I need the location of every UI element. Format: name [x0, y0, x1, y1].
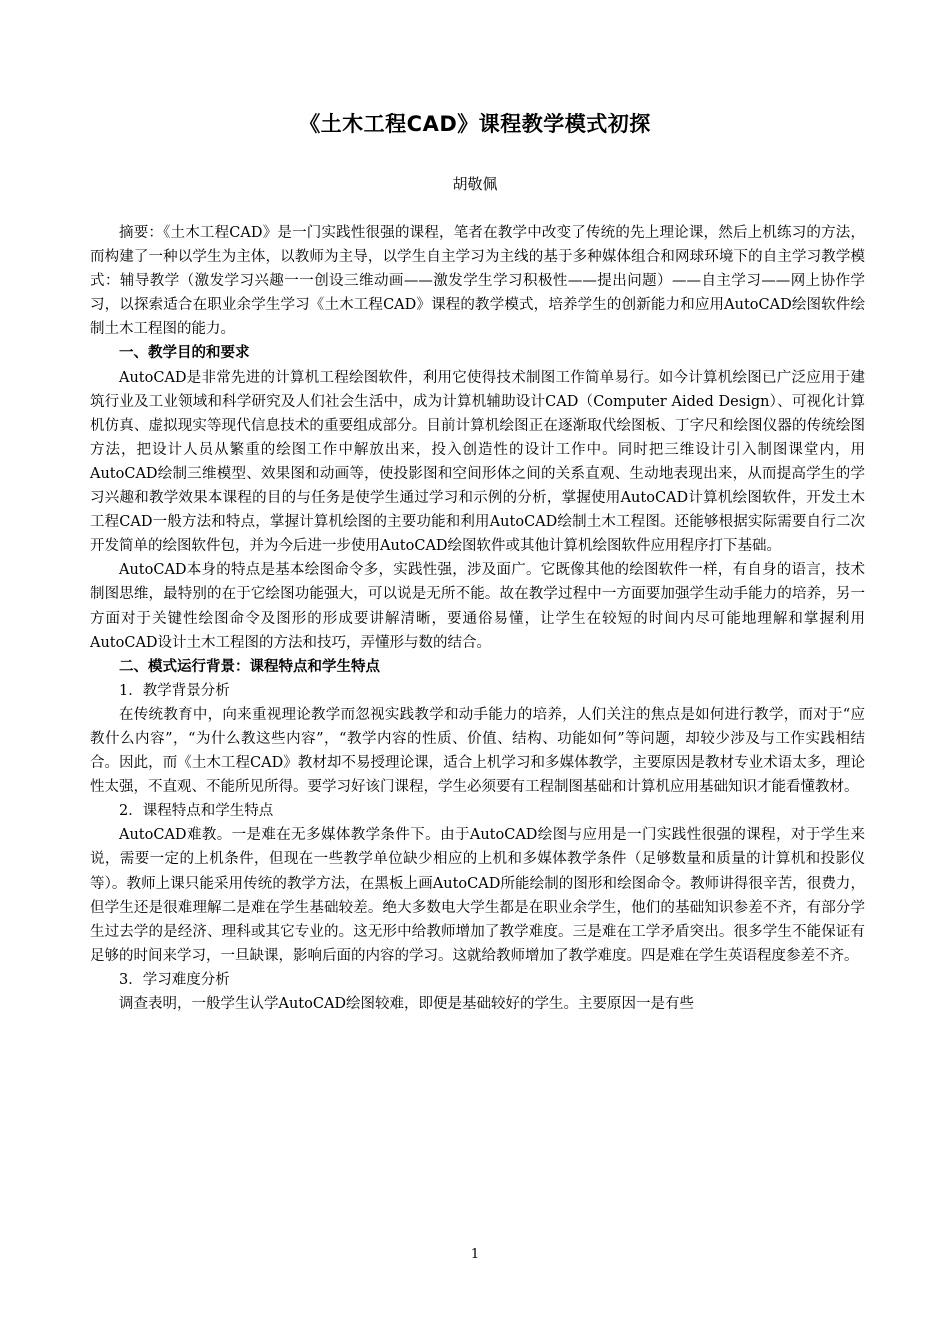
- section-heading: 二、模式运行背景：课程特点和学生特点: [119, 658, 380, 675]
- body-paragraph: 调查表明，一般学生认学AutoCAD绘图较难，即便是基础较好的学生。主要原因一是有些: [119, 996, 695, 1012]
- author-name: 胡敬佩: [452, 175, 498, 193]
- body-paragraph: 在传统教育中，向来重视理论教学而忽视实践教学和动手能力的培养，人们关注的焦点是如何进行教学，而对于“应教什么内容”，“为什么教这些内容”，“教学内容的性质、价值、结构、功能如何”等问题，却较少涉及与工作实践相结合。因此，而《土木工程CAD》教材却不易授理论课，适合上机学习和多媒体教学，主要原因是教材专业术语太多，理论性太强，不直观、不能所见所得。要学习好该门课程，学生必须要有工程制图基础和计算机应用基础知识才能看懂教材。: [90, 706, 865, 796]
- subsection-heading: 3．学习难度分析: [119, 971, 230, 988]
- subsection-heading: 2．课程特点和学生特点: [119, 803, 274, 820]
- page-number: 1: [470, 1247, 480, 1262]
- body-paragraph: AutoCAD难教。一是难在无多媒体教学条件下。由于AutoCAD绘图与应用是一门实践性很强的课程，对于学生来说，需要一定的上机条件，但现在一些教学单位缺少相应的上机和多媒体教学条件（足够数量和质量的计算机和投影仪等）。教师上课只能采用传统的教学方法，在黑板上画AutoCAD所能绘制的图形和绘图命令。教师讲得很辛苦，很费力，但学生还是很难理解二是难在学生基础较差。绝大多数电大学生都是在职业余学生，他们的基础知识参差不齐，有部分学生过去学的是经济、理科或其它专业的。这无形中给教师增加了教学难度。三是难在工学矛盾突出。很多学生不能保证有足够的时间来学习，一旦缺课，影响后面的内容的学习。这就给教师增加了教学难度。四是难在学生英语程度参差不齐。: [90, 827, 865, 964]
- abstract-paragraph: 摘要：《土木工程CAD》是一门实践性很强的课程，笔者在教学中改变了传统的先上理论课，然后上机练习的方法，而构建了一种以学生为主体，以教师为主导，以学生自主学习为主线的基于多种媒体组合和网球环境下的自主学习教学模式：辅导教学（激发学习兴趣一一创设三维动画——激发学生学习积极性——提出问题）——自主学习——网上协作学习，以探索适合在职业余学生学习《土木工程CAD》课程的教学模式，培养学生的创新能力和应用AutoCAD绘图软件绘制土木工程图的能力。: [90, 225, 865, 338]
- page-title: 《土木工程CAD》课程教学模式初探: [299, 112, 651, 136]
- body-paragraph: AutoCAD本身的特点是基本绘图命令多，实践性强，涉及面广。它既像其他的绘图软件一样，有自身的语言，技术制图思维，最特别的在于它绘图功能强大，可以说是无所不能。故在教学过程中一方面要加强学生动手能力的培养，另一方面对于关键性绘图命令及图形的形成要讲解清晰，要通俗易懂，让学生在较短的时间内尽可能地理解和掌握利用AutoCAD设计土木工程图的方法和技巧，弄懂形与数的结合。: [90, 562, 865, 651]
- body-paragraph: AutoCAD是非常先进的计算机工程绘图软件，利用它使得技术制图工作简单易行。如今计算机绘图已广泛应用于建筑行业及工业领域和科学研究及人们社会生活中，成为计算机辅助设计CAD（Computer Aided Design）、可视化计算机仿真、虚拟现实等现代信息技术的重要组成部分。目前计算机绘图正在逐渐取代绘图板、丁字尺和绘图仪器的传统绘图方法，把设计人员从繁重的绘图工作中解放出来，投入创造性的设计工作中。同时把三维设计引入制图课堂内，用AutoCAD绘制三维模型、效果图和动画等，使投影图和空间形体之间的关系直观、生动地表现出来，从而提高学生的学习兴趣和教学效果本课程的目的与任务是使学生通过学习和示例的分析，掌握使用AutoCAD计算机绘图软件，开发土木工程CAD一般方法和特点，掌握计算机绘图的主要功能和利用AutoCAD绘制土木工程图。还能够根据实际需要自行二次开发简单的绘图软件包，并为今后进一步使用AutoCAD绘图软件或其他计算机绘图软件应用程序打下基础。: [90, 369, 865, 555]
- section-heading: 一、教学目的和要求: [119, 345, 250, 362]
- document-body: [90, 221, 865, 1016]
- subsection-heading: 1．教学背景分析: [119, 682, 230, 699]
